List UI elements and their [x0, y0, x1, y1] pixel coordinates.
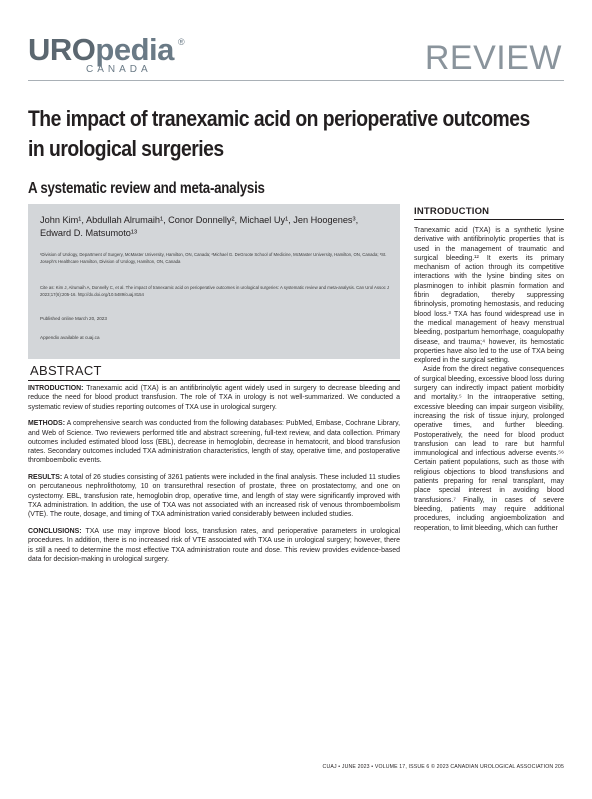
abstract-results — [28, 473, 400, 519]
section-label: REVIEW — [424, 39, 562, 77]
appendix-link[interactable]: Appendix available at cuaj.ca — [40, 335, 100, 340]
published-date: Published online March 20, 2023 — [40, 316, 107, 321]
logo-registered-mark: ® — [178, 37, 185, 47]
author-list: John Kim¹, Abdullah Alrumaih¹, Conor Donnelly², Michael Uy¹, Jen Hoogenes³, Edward D. Matsumoto¹³ — [40, 215, 359, 238]
abstract-intro-label: INTRODUCTION: — [28, 385, 84, 392]
abstract-methods — [28, 419, 400, 465]
logo-uro-text: URO — [28, 32, 96, 67]
abstract-methods-text: A comprehensive search was conducted from the following databases: PubMed, Embase, Cochrane Library, and Web of Science. Two reviewers performed title and abstract screening, full-text review, and data collection. Primary outcomes included estimated blood loss (EBL), decrease in hemoglobin, decrease in hematocrit, and blood transfusion rates. Secondary outcomes included TXA administration characteristics, length of stay, operative time, and postoperative thromboembolic events. — [28, 420, 400, 465]
introduction-paragraph-2: Aside from the direct negative consequences of surgical bleeding, excessive blood loss during surgery can indirectly impact patient morbidity and mortality.⁵ In the intraoperative setting, excessive bleeding can impair surgeon visibility, increasing the risk of tissue injury, prolonged operative times, and further bleeding. Postoperatively, the need for blood product transfusion can lead to rare but harmful immunological and infectious adverse events.⁵⁶ Certain patient populations, such as those with religious objections to blood transfusions and patients preparing for renal transplant, may place special interest in avoiding blood transfusions.⁷ Finally, in cases of severe bleeding, patients may require additional procedures, including angioembolization and reoperation, to limit bleeding, which can further — [414, 366, 564, 532]
abstract-conclusions-text: TXA use may improve blood loss, transfusion rates, and perioperative parameters in urological procedures. In addition, there is no increased risk of VTE associated with TXA use in urological surgery; however, there is still a need to determine the most effective TXA administration route and dose. This review provides evidence-based data for decision-making in urological surgery. — [28, 528, 400, 563]
abstract-introduction — [28, 384, 400, 412]
logo-subtitle: CANADA — [86, 64, 152, 75]
introduction-heading: INTRODUCTION — [414, 206, 564, 220]
abstract-methods-label: METHODS: — [28, 420, 65, 428]
article-subtitle: A systematic review and meta-analysis — [28, 180, 265, 197]
abstract-results-text: A total of 26 studies consisting of 3261 patients were included in the final analysis. These included 11 studies on percutaneous nephrolithotomy, 10 on transurethral resection of prostate, three on prostatectomy, and one on cystectomy. EBL, transfusion rate, hemoglobin drop, operative time, and length of stay were significantly improved with TXA administration. In addition, the use of TXA was not associated with an increased risk of venous thromboembolism (VTE). The route, dosage, and timing of TXA administration varied considerably between included studies. — [28, 474, 400, 519]
article-title: The impact of tranexamic acid on perioperative outcomes in urological surgeries — [28, 106, 530, 161]
abstract-intro-text: Tranexamic acid (TXA) is an antifibrinolytic agent widely used in surgery to decrease bleeding and reduce the need for blood product transfusion. The role of TXA in urology is not well-summarized. We conducted a systematic review of studies reporting outcomes of TXA use in urological surgery. — [28, 385, 400, 411]
abstract-conclusions-label: CONCLUSIONS: — [28, 528, 82, 536]
header-divider — [28, 80, 564, 81]
introduction-body — [414, 226, 564, 533]
journal-logo — [28, 34, 174, 65]
page-footer: CUAJ • JUNE 2023 • VOLUME 17, ISSUE 6 © 2023 CANADIAN UROLOGICAL ASSOCIATION 205 — [322, 764, 564, 770]
abstract-results-label: RESULTS: — [28, 474, 63, 482]
abstract-heading: ABSTRACT — [30, 363, 102, 378]
abstract-conclusions — [28, 527, 400, 564]
abstract-body — [28, 384, 400, 572]
introduction-paragraph-1: Tranexamic acid (TXA) is a synthetic lysine derivative with antifibrinolytic properties that is used in the management of traumatic and surgical bleeding.¹² It exerts its primary mechanism of action through its competitive interactions with the lysine binding sites on plasminogen to inhibit plasmin formation and fibrin degradation, thereby suppressing fibrinolysis, promoting hemostasis, and reducing blood loss.³ TXA has found widespread use in the medical management of heavy menstrual bleeding, postpartum hemorrhage, coagulopathy disease, and trauma;⁴ however, its hemostatic properties have also led to the use of TXA being explored in the surgical setting. — [414, 227, 564, 365]
logo-pedia-text: pedia — [95, 32, 174, 67]
abstract-heading-bar — [28, 362, 400, 381]
author-affiliations: ¹Division of Urology, Department of Surgery, McMaster University, Hamilton, ON, Canada; ²Michael G. DeGroote School of Medicine, McMaster University, Hamilton, ON, Canada; ³St. Joseph's Healthcare Hamilton, Division of Urology, Hamilton, ON, Canada — [40, 252, 387, 264]
citation: Cite as: Kim J, Alrumaih A, Donnelly C, et al. The impact of tranexamic acid on perioperative outcomes in urological surgeries: A systematic review and meta-analysis. Can Urol Assoc J 2023;17(6):205-16. http://dx.doi.org/10.5489/cuaj.8154 — [40, 285, 390, 297]
